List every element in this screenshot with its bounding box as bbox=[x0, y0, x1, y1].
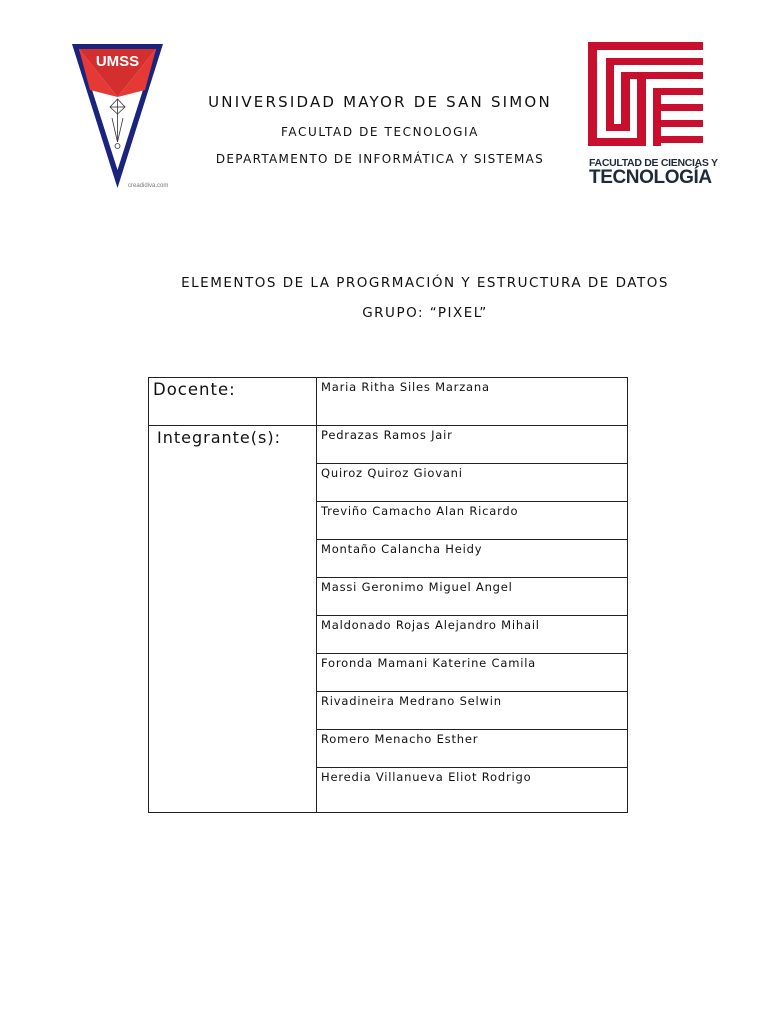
member-name: Rivadineira Medrano Selwin bbox=[317, 692, 628, 730]
member-name: Maldonado Rojas Alejandro Mihail bbox=[317, 616, 628, 654]
member-name: Quiroz Quiroz Giovani bbox=[317, 464, 628, 502]
teacher-label-cell bbox=[149, 378, 317, 426]
university-name: UNIVERSIDAD MAYOR DE SAN SIMON bbox=[208, 93, 552, 111]
group-title: GRUPO: “PIXEL” bbox=[362, 305, 488, 321]
member-name: Massi Geronimo Miguel Angel bbox=[317, 578, 628, 616]
member-name: Treviño Camacho Alan Ricardo bbox=[317, 502, 628, 540]
member-row bbox=[149, 426, 628, 464]
members-table bbox=[148, 377, 628, 813]
umss-logo bbox=[70, 42, 165, 192]
logo-caption: creadidiva.com bbox=[128, 183, 169, 189]
member-name: Foronda Mamani Katerine Camila bbox=[317, 654, 628, 692]
teacher-row bbox=[149, 378, 628, 426]
subject-title: ELEMENTOS DE LA PROGRMACIÓN Y ESTRUCTURA DE DATOS bbox=[181, 275, 669, 291]
faculty-name: FACULTAD DE TECNOLOGIA bbox=[281, 125, 479, 139]
member-name: Romero Menacho Esther bbox=[317, 730, 628, 768]
department-name: DEPARTAMENTO DE INFORMÁTICA Y SISTEMAS bbox=[215, 152, 545, 166]
fcyt-logo-line2: TECNOLOGÍA bbox=[589, 167, 712, 188]
members-label: Integrante(s): bbox=[157, 428, 281, 447]
umss-logo-text: UMSS bbox=[95, 53, 140, 70]
member-name: Montaño Calancha Heidy bbox=[317, 540, 628, 578]
members-label-cell bbox=[149, 426, 317, 813]
member-name: Pedrazas Ramos Jair bbox=[317, 426, 628, 464]
teacher-name: Maria Ritha Siles Marzana bbox=[317, 378, 628, 426]
member-name: Heredia Villanueva Eliot Rodrigo bbox=[317, 768, 628, 813]
fcyt-logo-line1: FACULTAD DE CIENCIAS Y bbox=[589, 157, 718, 169]
teacher-label: Docente: bbox=[153, 380, 236, 399]
